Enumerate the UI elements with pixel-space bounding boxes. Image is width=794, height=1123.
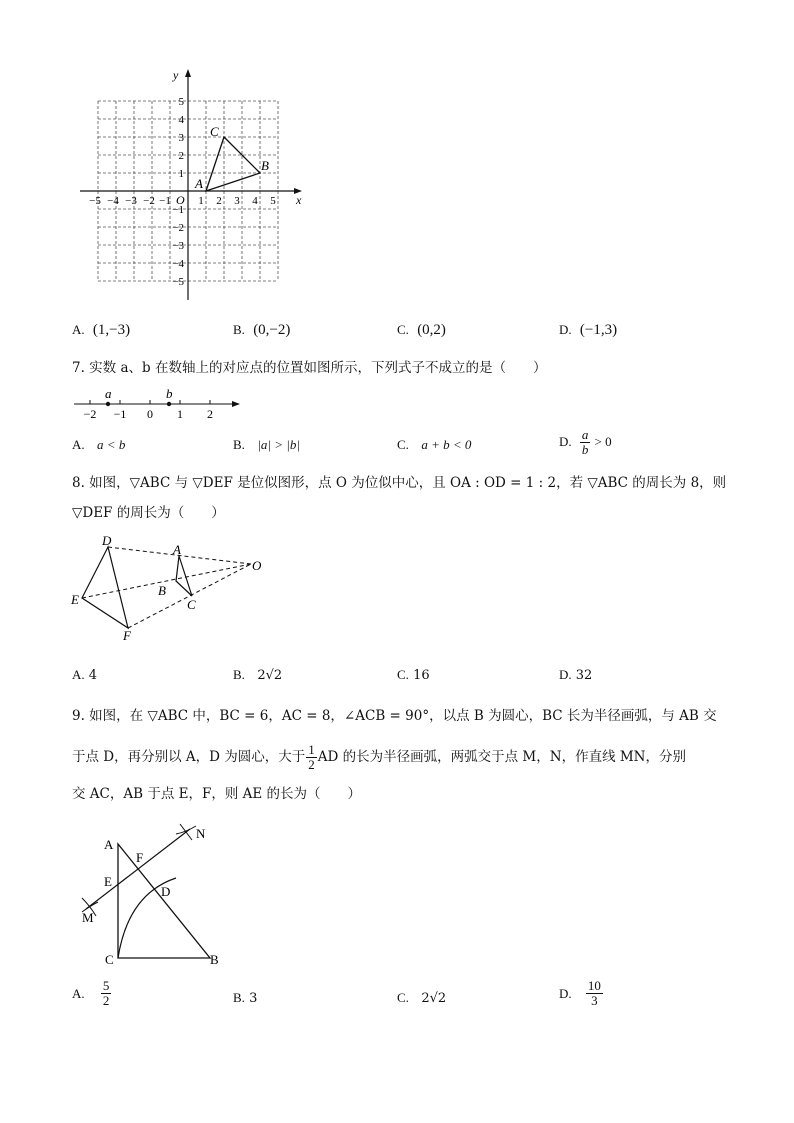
q9-label-m: M — [82, 910, 94, 925]
q9-stem-line3: 交 AC，AB 于点 E，F，则 AE 的长为（ ） — [72, 786, 362, 802]
q8-label-d: D — [102, 534, 112, 548]
q9-label-b: B — [210, 952, 219, 967]
q9-label-n: N — [196, 826, 206, 841]
q6-point-b-label: B — [261, 158, 269, 173]
q6-option-b[interactable]: B. (0,−2) — [233, 322, 291, 338]
q8-option-c[interactable]: C. 16 — [397, 667, 430, 683]
q7-tick-label: −2 — [83, 407, 97, 421]
q8-option-a[interactable]: A. 4 — [72, 667, 98, 683]
q8-label-a: A — [173, 542, 181, 557]
q6-y-arrow — [185, 69, 191, 77]
q9-label-c: C — [105, 952, 114, 967]
q6-x-tick: −3 — [125, 195, 137, 207]
q7-label-b: b — [166, 386, 173, 401]
q8-homothety-figure — [66, 534, 276, 646]
q7-tick-label: 1 — [177, 407, 183, 421]
q9-label-e: E — [104, 874, 112, 889]
q6-triangle-abc — [206, 137, 260, 191]
q9-option-c[interactable]: C. 2√2 — [397, 990, 447, 1006]
q6-option-d[interactable]: D. (−1,3) — [559, 322, 618, 338]
q6-origin-label: O — [176, 193, 185, 207]
q6-point-c-label: C — [210, 124, 219, 139]
q7-label-a: a — [105, 386, 112, 401]
q8-triangle-abc — [176, 556, 192, 596]
q6-x-tick: −5 — [89, 195, 101, 207]
q7-stem: 7. 实数 a、b 在数轴上的对应点的位置如图所示，下列式子不成立的是（ ） — [72, 360, 547, 376]
q9-option-a-fraction: $\frac{5}{2}$ — [102, 978, 110, 1008]
q9-option-d[interactable]: D. $\frac{10}{3}$ — [559, 978, 601, 1008]
q8-label-c: C — [187, 597, 196, 612]
q9-stem-line1: 9. 如图，在 ▽ABC 中，BC = 6，AC = 8，∠ACB = 90°，以点 B 为圆心，BC 长为半径画弧，与 AB 交 — [72, 708, 717, 724]
q6-y-axis-label: y — [173, 68, 179, 82]
q8-stem-line2: ▽DEF 的周长为（ ） — [72, 505, 225, 521]
q9-label-a: A — [104, 837, 114, 852]
q8-stem-line1: 8. 如图，▽ABC 与 ▽DEF 是位似图形，点 O 为位似中心，且 OA : OD = 1 : 2，若 ▽ABC 的周长为 8，则 — [72, 475, 727, 491]
q9-line-mn — [86, 829, 190, 909]
q6-y-tick: 2 — [178, 150, 184, 162]
q7-tick-label: −1 — [113, 407, 127, 421]
q9-label-d: D — [161, 884, 171, 899]
q6-option-c[interactable]: C. (0,2) — [397, 322, 446, 338]
q9-label-f: F — [136, 850, 144, 865]
q6-x-tick: 3 — [234, 195, 240, 207]
q9-stem-line2: 于点 D，再分别以 A，D 为圆心，大于 $\frac{1}{2}$ AD 的长为半径画弧，两弧交于点 M，N，作直线 MN，分别 — [72, 741, 686, 772]
q7-option-c[interactable]: C. a + b < 0 — [397, 437, 472, 452]
q6-y-tick: 1 — [178, 168, 184, 180]
q9-triangle-abc — [118, 844, 210, 958]
q6-x-tick: 4 — [252, 195, 258, 207]
q9-option-b[interactable]: B. 3 — [233, 990, 258, 1006]
q8-label-b: B — [158, 583, 166, 598]
q6-x-tick: 5 — [270, 195, 276, 207]
q8-option-d[interactable]: D. 32 — [559, 667, 593, 683]
q6-option-a[interactable]: A. (1,−3) — [72, 322, 131, 338]
q6-y-tick: −5 — [172, 276, 184, 288]
q7-option-d-fraction: $\frac{a}{b}$ — [581, 427, 589, 457]
q6-y-tick: −3 — [172, 240, 184, 252]
q7-axis-arrow — [232, 401, 240, 407]
q6-x-tick: 1 — [198, 195, 204, 207]
q6-y-tick: −1 — [172, 204, 184, 216]
q6-x-tick: −2 — [143, 195, 155, 207]
q6-x-tick: −1 — [159, 195, 171, 207]
q9-construction-figure — [76, 818, 236, 970]
q6-y-tick: −4 — [172, 258, 184, 270]
q9-stem-fraction: $\frac{1}{2}$ — [308, 741, 315, 772]
q6-x-axis-label: x — [296, 193, 302, 207]
q6-y-tick: 4 — [178, 114, 184, 126]
q7-option-b[interactable]: B. |a| > |b| — [233, 437, 300, 452]
q8-label-f: F — [123, 628, 131, 643]
q8-option-b[interactable]: B. 2√2 — [233, 667, 283, 683]
q6-x-tick: 2 — [216, 195, 222, 207]
q7-tick-label: 2 — [207, 407, 213, 421]
q6-point-a-label: A — [195, 176, 203, 191]
q7-point-b — [167, 402, 171, 406]
q9-option-a[interactable]: A. $\frac{5}{2}$ — [72, 978, 110, 1008]
q8-label-e: E — [71, 592, 79, 607]
q8-label-o: O — [252, 558, 262, 573]
q7-tick-label: 0 — [147, 407, 153, 421]
q6-y-tick: 3 — [178, 132, 184, 144]
q7-point-a — [106, 402, 110, 406]
q7-option-d[interactable]: D. $\frac{a}{b}$ > 0 — [559, 427, 612, 457]
q7-number-line — [72, 386, 244, 422]
q6-coordinate-graph — [72, 64, 312, 309]
q6-y-tick: −2 — [172, 222, 184, 234]
q8-triangle-def — [82, 547, 128, 628]
q6-y-tick: 5 — [178, 96, 184, 108]
q7-option-a[interactable]: A. a < b — [72, 437, 126, 452]
q9-option-d-fraction: $\frac{10}{3}$ — [587, 978, 601, 1008]
q6-x-tick: −4 — [107, 195, 119, 207]
